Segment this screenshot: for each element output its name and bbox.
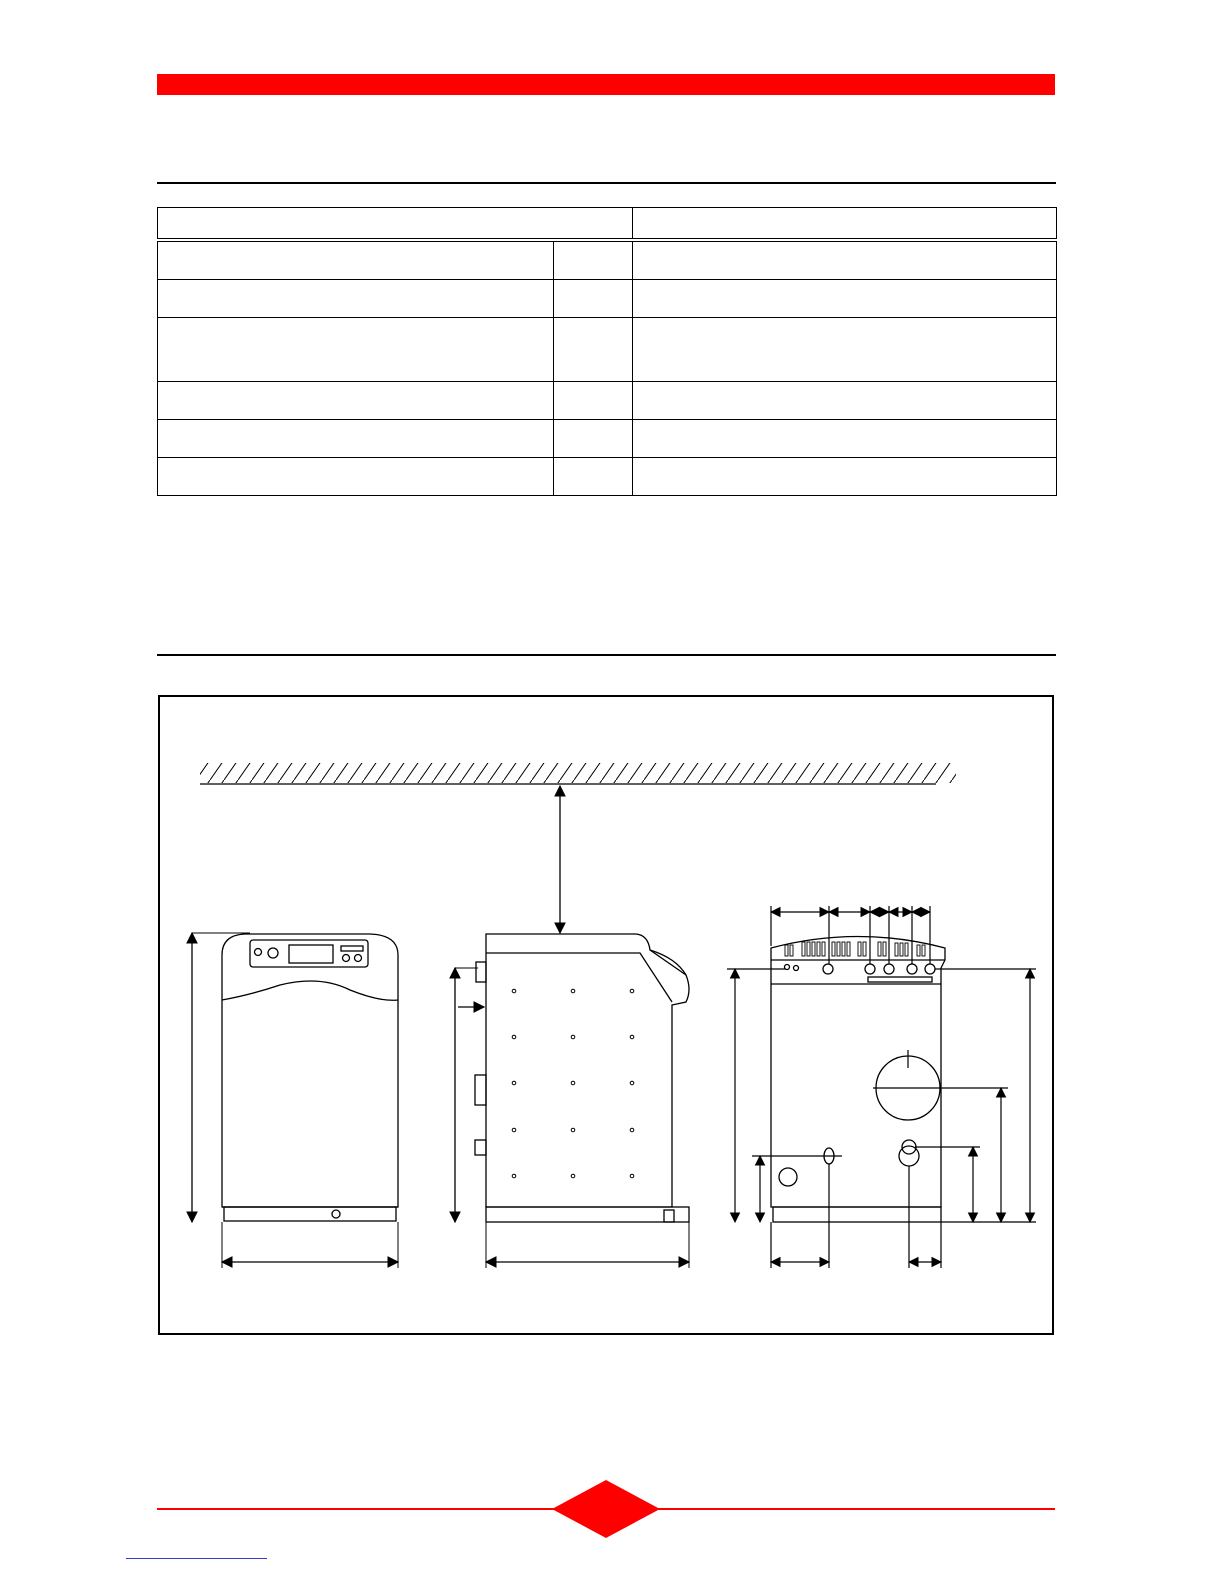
rear-view — [771, 937, 945, 1223]
rear-vent-slots — [785, 942, 925, 956]
bottom-link-underline — [126, 1558, 267, 1559]
red-diamond-icon — [552, 1480, 660, 1538]
ceiling-hatch — [200, 763, 956, 784]
rear-top-dimensions — [771, 906, 930, 964]
front-view — [222, 934, 398, 1221]
rear-height-dimensions — [727, 969, 1036, 1222]
side-panel-bolts — [512, 989, 634, 1178]
side-view — [475, 934, 689, 1222]
